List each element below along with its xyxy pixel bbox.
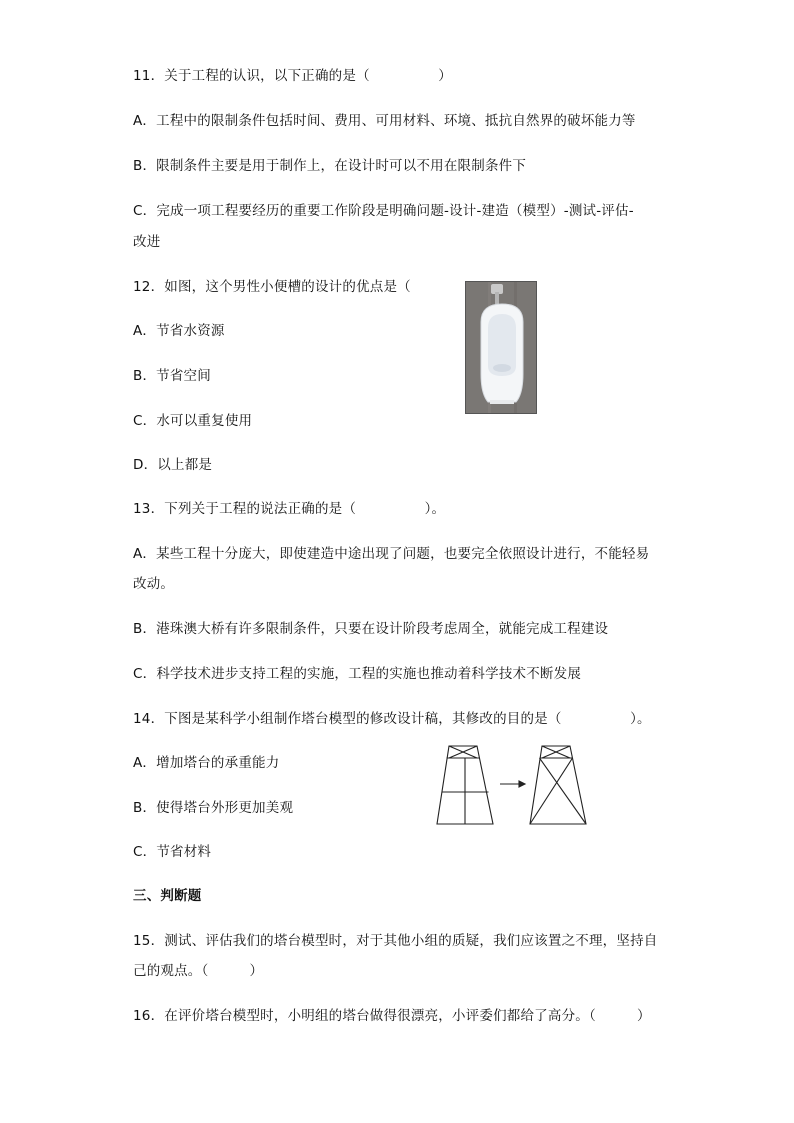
q16-stem: 16．在评价塔台模型时，小明组的塔台做得很漂亮，小评委们都给了高分。（ ）	[133, 1008, 651, 1024]
q14-option-c: C．节省材料	[133, 844, 212, 860]
section-heading: 三、判断题	[133, 888, 202, 904]
q11-option-b: B．限制条件主要是用于制作上，在设计时可以不用在限制条件下	[133, 158, 527, 174]
q11-stem: 11．关于工程的认识，以下正确的是（ ）	[133, 68, 452, 84]
q13-option-b: B．港珠澳大桥有许多限制条件，只要在设计阶段考虑周全，就能完成工程建设	[133, 621, 609, 637]
q12-stem: 12．如图，这个男性小便槽的设计的优点是（	[133, 279, 411, 295]
q13-option-a: A．某些工程十分庞大，即使建造中途出现了问题，也要完全依照设计进行，不能轻易	[133, 546, 650, 562]
q12-option-b: B．节省空间	[133, 368, 211, 384]
q13-option-a-cont: 改动。	[133, 576, 175, 592]
urinal-photo-icon	[465, 281, 537, 414]
q14-option-a: A．增加塔台的承重能力	[133, 755, 280, 771]
q11-option-c: C．完成一项工程要经历的重要工作阶段是明确问题-设计-建造（模型）-测试-评估-	[133, 203, 634, 219]
q11-option-c-cont: 改进	[133, 234, 161, 250]
q15-stem-cont: 己的观点。（ ）	[133, 963, 264, 979]
q12-option-c: C．水可以重复使用	[133, 413, 253, 429]
q12-option-d: D．以上都是	[133, 457, 213, 473]
q13-option-c: C．科学技术进步支持工程的实施，工程的实施也推动着科学技术不断发展	[133, 666, 582, 682]
q11-option-a: A．工程中的限制条件包括时间、费用、可用材料、环境、抵抗自然界的破坏能力等	[133, 113, 636, 129]
tower-before-after-diagram-icon	[433, 744, 593, 828]
q15-stem: 15．测试、评估我们的塔台模型时，对于其他小组的质疑，我们应该置之不理，坚持自	[133, 933, 658, 949]
q14-option-b: B．使得塔台外形更加美观	[133, 800, 294, 816]
q14-stem: 14．下图是某科学小组制作塔台模型的修改设计稿，其修改的目的是（ ）。	[133, 711, 651, 727]
q13-stem: 13．下列关于工程的说法正确的是（ ）。	[133, 501, 446, 517]
q12-option-a: A．节省水资源	[133, 323, 225, 339]
